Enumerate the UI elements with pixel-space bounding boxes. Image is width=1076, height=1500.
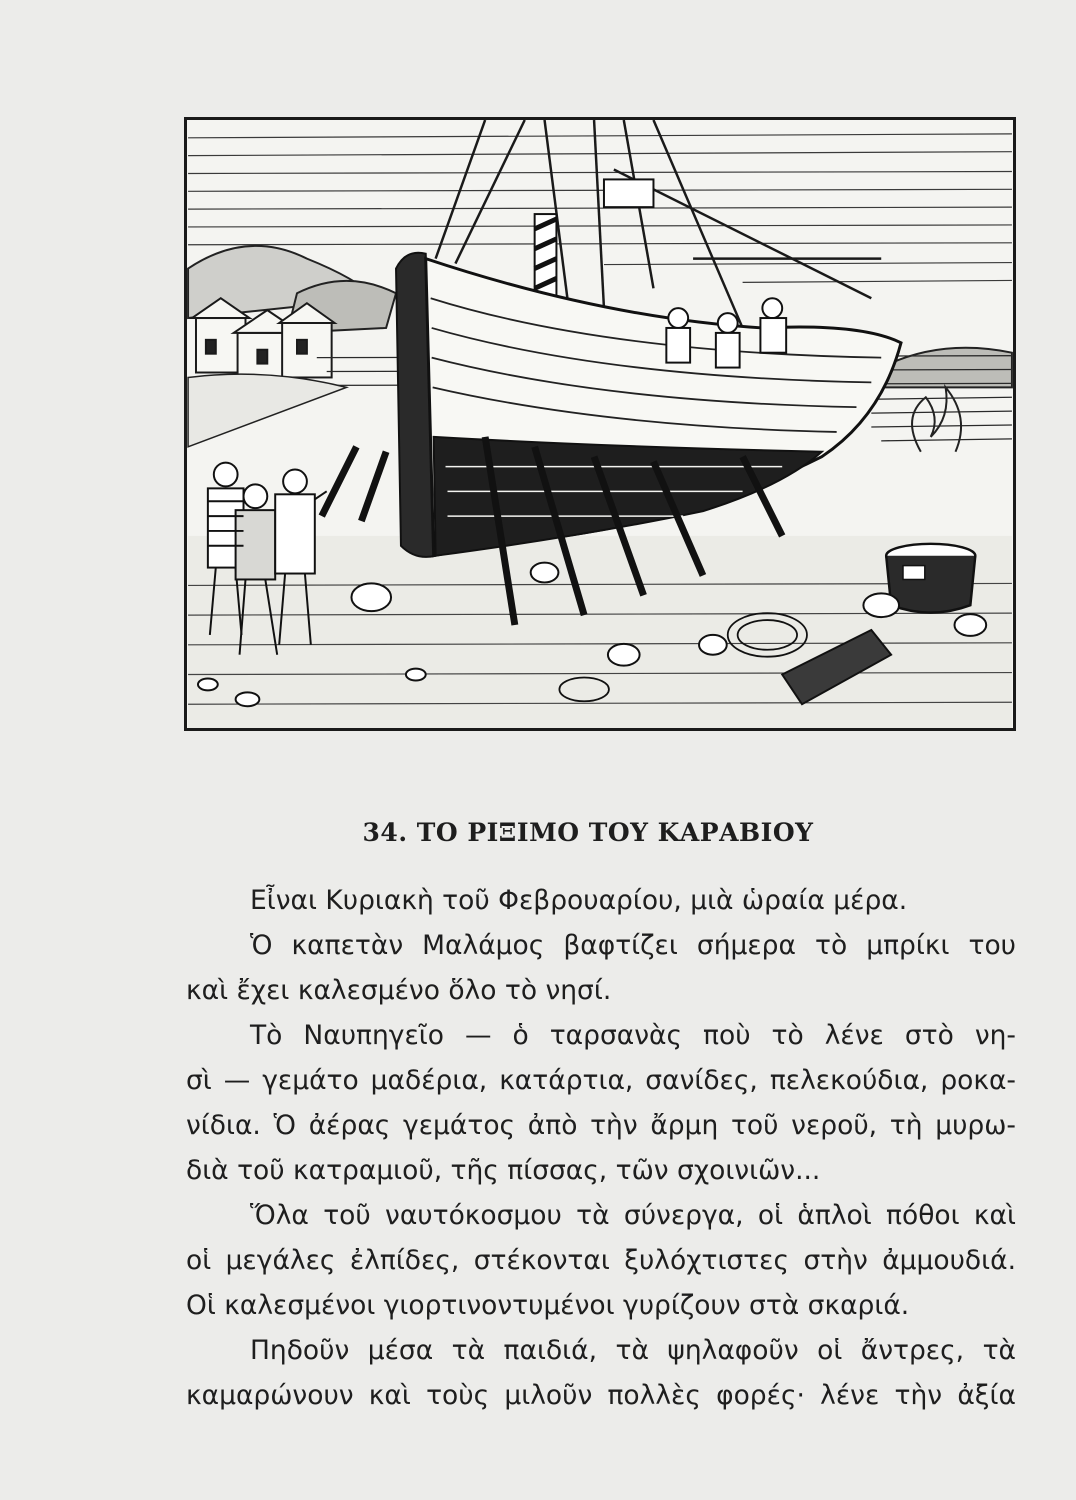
text-line: Τὸ Ναυπηγεῖο — ὁ ταρσανὰς ποὺ τὸ λένε στὸ νη-	[250, 1020, 1016, 1051]
text-line: Οἱ καλεσμένοι γιορτινοντυμένοι γυρίζουν στὰ σκαριά.	[186, 1290, 910, 1321]
text-line: καμαρώνουν καὶ τοὺς μιλοῦν πολλὲς φορές· λένε τὴν ἀξία	[186, 1380, 1016, 1411]
text-line: νίδια. Ὁ ἀέρας γεμάτος ἀπὸ τὴν ἄρμη τοῦ νεροῦ, τὴ μυρω-	[186, 1110, 1016, 1141]
text-line: Εἶναι Κυριακὴ τοῦ Φεβρουαρίου, μιὰ ὡραία μέρα.	[250, 885, 908, 916]
text-line: Ὁ καπετὰν Μαλάμος βαφτίζει σήμερα τὸ μπρίκι του	[250, 930, 1016, 961]
text-line: οἱ μεγάλες ἐλπίδες, στέκονται ξυλόχτιστες στὴν ἀμμουδιά.	[186, 1245, 1016, 1276]
cauldron-fire	[886, 387, 975, 612]
text-line: καὶ ἔχει καλεσμένο ὅλο τὸ νησί.	[186, 975, 612, 1006]
lesson-title: 34. ΤΟ ΡΙΞΙΜΟ ΤΟΥ ΚΑΡΑΒΙΟΥ	[362, 818, 814, 847]
text-line: Πηδοῦν μέσα τὰ παιδιά, τὰ ψηλαφοῦν οἱ ἄντρες, τὰ	[250, 1335, 1016, 1366]
text-line: Ὅλα τοῦ ναυτόκοσμου τὰ σύνεργα, οἱ ἁπλοὶ πόθοι καὶ	[250, 1200, 1016, 1231]
shipyard-illustration	[184, 117, 1016, 731]
boat-engraving-image	[187, 120, 1013, 728]
text-line: σὶ — γεμάτο μαδέρια, κατάρτια, σανίδες, πελεκούδια, ροκα-	[186, 1065, 1016, 1096]
body-text	[186, 878, 1016, 1418]
text-line: διὰ τοῦ κατραμιοῦ, τῆς πίσσας, τῶν σχοινιῶν...	[186, 1155, 821, 1186]
